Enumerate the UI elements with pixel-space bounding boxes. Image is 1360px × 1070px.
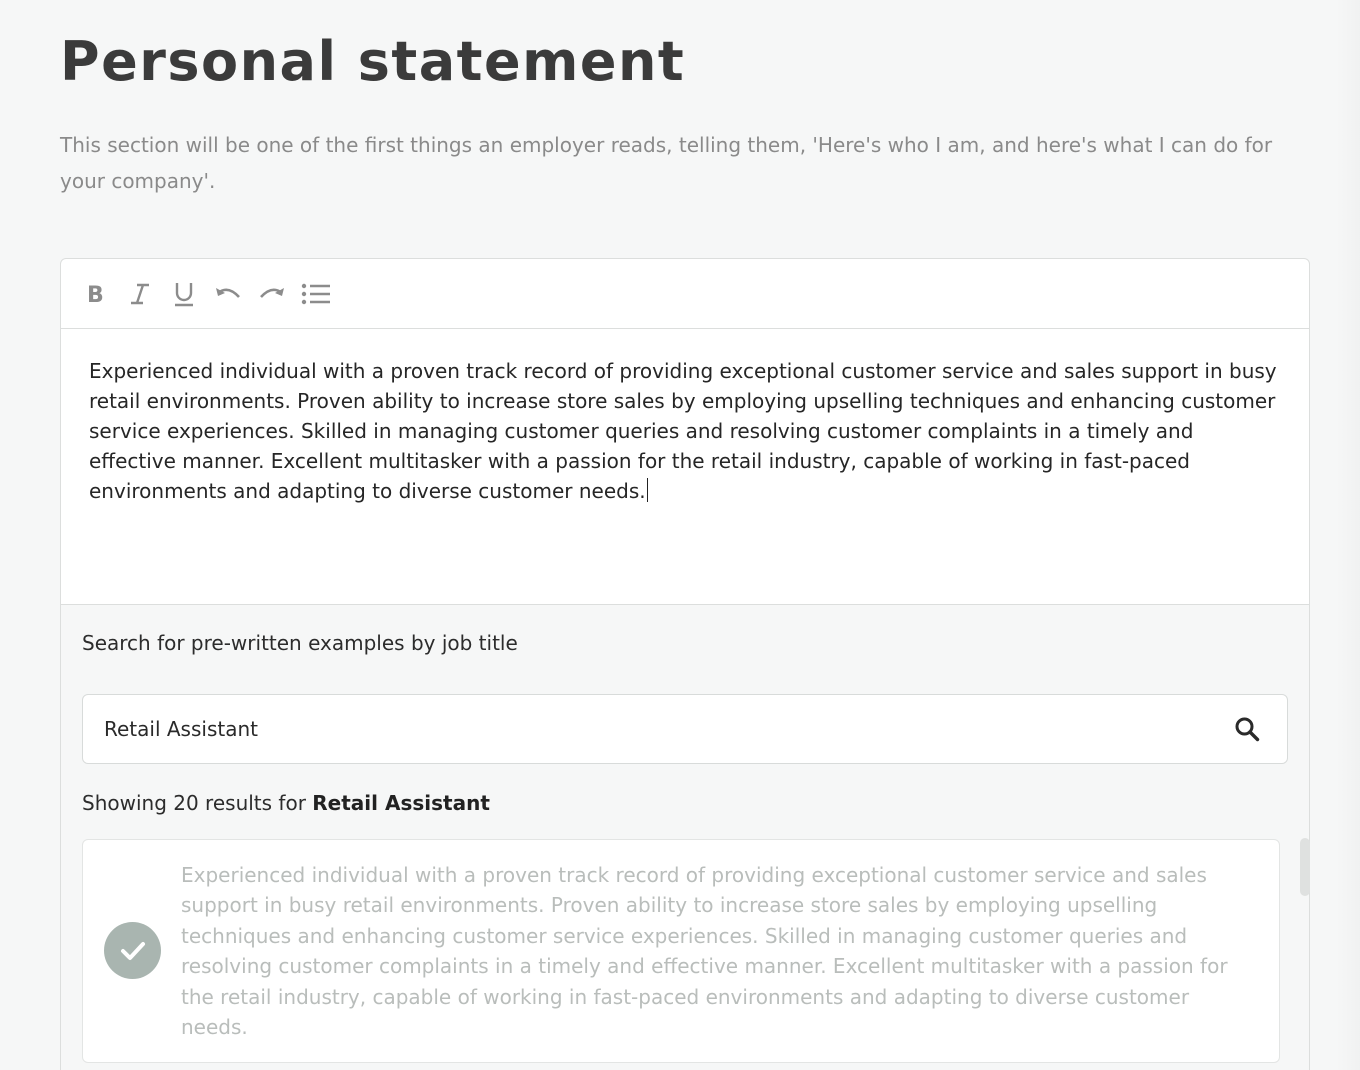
text-caret	[647, 478, 649, 502]
page-edge	[1336, 0, 1360, 1070]
check-icon	[120, 941, 146, 961]
job-title-search	[82, 694, 1288, 764]
examples-panel	[61, 605, 1309, 1070]
bullet-list-icon	[301, 282, 331, 306]
svg-text:B: B	[87, 282, 104, 306]
italic-button[interactable]	[125, 279, 155, 309]
results-scrollbar[interactable]	[1300, 838, 1310, 896]
bold-button[interactable]	[81, 279, 111, 309]
redo-button[interactable]	[257, 279, 287, 309]
undo-button[interactable]	[213, 279, 243, 309]
results-prefix: Showing 20 results for	[82, 791, 313, 815]
underline-icon	[173, 281, 195, 307]
selected-check-button[interactable]	[104, 922, 161, 979]
page-intro: This section will be one of the first things an employer reads, telling them, 'Here's who I am, and here's what I can do for your company'.	[60, 133, 1273, 193]
job-title-search-input[interactable]	[83, 695, 1207, 763]
search-label: Search for pre-written examples by job title	[82, 631, 518, 655]
results-query: Retail Assistant	[312, 791, 490, 815]
underline-button[interactable]	[169, 279, 199, 309]
statement-textarea[interactable]	[61, 329, 1309, 605]
redo-icon	[258, 283, 286, 305]
bold-icon	[85, 282, 107, 306]
search-icon	[1234, 716, 1260, 742]
example-result-card[interactable]	[82, 839, 1280, 1063]
results-count	[82, 791, 490, 815]
editor-toolbar	[61, 259, 1309, 329]
statement-text: Experienced individual with a proven track record of providing exceptional customer service and sales support in busy retail environments. Proven ability to increase store sales by employing upselling techniques and enhancing customer service experiences. Skilled in managing customer queries and resolving customer complaints in a timely and effective manner. Excellent multitasker with a passion for the retail industry, capable of working in fast-paced environments and adapting to diverse customer needs.	[89, 359, 1277, 503]
bullet-list-button[interactable]	[301, 279, 331, 309]
search-button[interactable]	[1207, 695, 1287, 763]
statement-editor	[60, 258, 1310, 1070]
page-title: Personal statement	[60, 30, 686, 93]
italic-icon	[129, 282, 151, 306]
undo-icon	[214, 283, 242, 305]
example-result-text: Experienced individual with a proven track record of providing exceptional customer service and sales support in busy retail environments. Proven ability to increase store sales by employing upselling techniques and enhancing customer service experiences. Skilled in managing customer queries and resolving customer complaints in a timely and effective manner. Excellent multitasker with a passion for the retail industry, capable of working in fast-paced environments and adapting to diverse customer needs.	[181, 863, 1228, 1040]
